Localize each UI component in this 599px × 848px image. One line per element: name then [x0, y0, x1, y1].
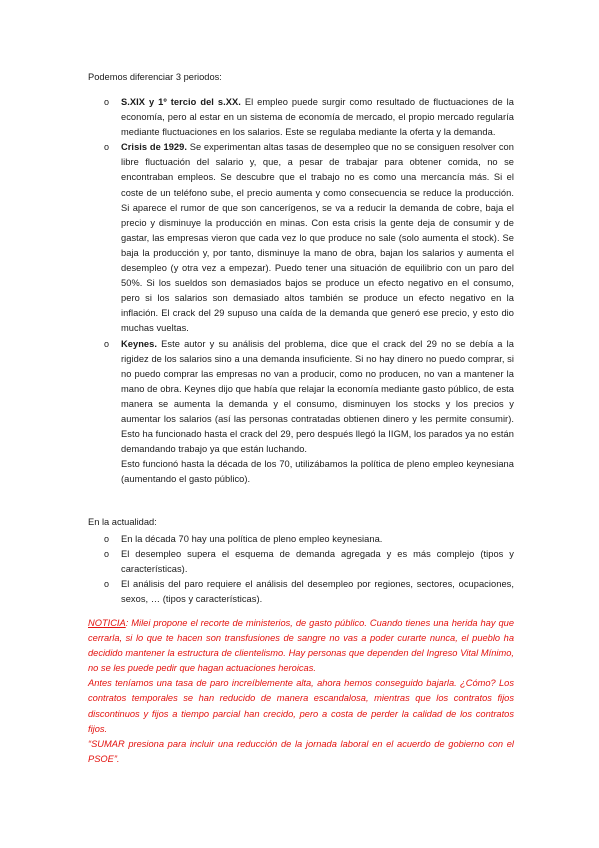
periodo-text — [121, 140, 514, 336]
actualidad-text: En la década 70 hay una política de pleno empleo keynesiana. — [121, 534, 383, 544]
actualidad-heading: En la actualidad: — [88, 517, 157, 527]
bullet-icon: o — [104, 534, 110, 544]
noticia-paragraph: Antes teníamos una tasa de paro increíblemente alta, ahora hemos conseguido bajarla. ¿Cómo? Los contratos temporales se han reducido de manera escandalosa, mientras que los contratos fijos discontinuos y fijos a tiempo parcial han crecido, pero a costa de perder la calidad de los contratos fijos. — [88, 678, 514, 734]
intro-text: Podemos diferenciar 3 periodos: — [88, 72, 222, 82]
periodo-continuation: Esto funcionó hasta la década de los 70, utilizábamos la política de pleno empleo keynesiana (aumentando el gasto público). — [121, 459, 514, 485]
periodo-title: S.XIX y 1º tercio del s.XX. — [121, 97, 241, 107]
list-item — [0, 95, 514, 140]
actualidad-text: El desempleo supera el esquema de demanda agregada y es más complejo (tipos y características). — [121, 549, 514, 575]
periodo-body: Se experimentan altas tasas de desempleo que no se consiguen resolver con libre fluctuación del salario y, que, a pesar de trabajar para obtener comida, no se encontraban empleos. Se descubre que el trabajo no es como una mercancía más. Si el coste de un teléfono sube, el precio aumenta y como consecuencia se reduce la producción. Si aparece el rumor de que son cancerígenos, se va a reducir la demanda de cobre, baja el precio y disminuye la producción en minas. Con esta crisis la gente deja de consumir y de gastar, las empresas vieron que cada vez lo que produce no sale (solo aumenta el stock). Se baja la producción y, por tanto, disminuye la mano de obra, bajan los salarios y aumenta el desempleo (y otra vez a empezar). Puedo tener una situación de equilibrio con un paro del 50%. Si los sueldos son demasiados bajos se produce un efecto negativo en el consumo, pero si los salarios son demasiado altos también se produce un efecto negativo en la inflación. El crack del 29 supuso una caída de la demanda que generó ese precio, y esto dio muchas vueltas. — [121, 142, 514, 334]
actualidad-text: El análisis del paro requiere el análisis del desempleo por regiones, sectores, ocupaciones, sexos, … (tipos y características). — [121, 579, 514, 605]
list-item — [0, 577, 514, 607]
noticia-quote: “SUMAR presiona para incluir una reducción de la jornada laboral en el acuerdo de gobierno con el PSOE”. — [88, 738, 514, 764]
noticia-block — [88, 616, 514, 767]
periodos-list — [0, 95, 514, 487]
list-item — [0, 337, 514, 488]
periodo-text — [121, 95, 514, 140]
periodo-title: Keynes. — [121, 338, 158, 349]
actualidad-list — [0, 532, 514, 607]
list-item — [0, 140, 514, 336]
periodo-text — [121, 337, 514, 458]
noticia-text: : Milei propone el recorte de ministerios, de gasto público. Cuando tienes una herida hay que cerrarla, si lo que te hacen son transfusiones de sangre no vas a poder curarte nunca, el pueblo ha decidido mantener la estructura de clientelismo. Hay personas que dependen del Ingreso Vital Mínimo, no se les puede pedir que hagan actuaciones heroicas. — [88, 618, 514, 674]
list-item — [0, 547, 514, 577]
bullet-icon: o — [104, 97, 110, 107]
bullet-icon: o — [104, 142, 110, 153]
periodo-body: Este autor y su análisis del problema, dice que el crack del 29 no se debía a la rigidez de los salarios sino a una demanda insuficiente. Si no hay dinero no puedo comprar, si no puedo comprar las empresas no van a producir, como no producen, no van a mantener la mano de obra. Keynes dijo que había que relajar la economía mediante gasto público, de esta manera se aumenta la demanda y el consumo, disminuyen los stocks y los precios y aumentar los salarios (así las personas contratadas obtienen dinero y les permite consumir). Esto ha funcionado hasta el crack del 29, pero después llegó la IIGM, los parados ya no están demandando trabajo ya que están luchando. — [121, 338, 514, 455]
periodo-title: Crisis de 1929. — [121, 142, 188, 153]
noticia-label: NOTICIA — [88, 618, 126, 628]
noticia-paragraph — [88, 616, 514, 676]
periodo-body: El empleo puede surgir como resultado de fluctuaciones de la economía, pero al estar en un sistema de economía de mercado, el propio mercado regularía mediante fluctuaciones en los salarios. Este se regulaba mediante la oferta y la demanda. — [121, 97, 514, 138]
bullet-icon: o — [104, 338, 110, 349]
bullet-icon: o — [104, 579, 110, 590]
list-item — [0, 532, 514, 547]
bullet-icon: o — [104, 549, 110, 560]
